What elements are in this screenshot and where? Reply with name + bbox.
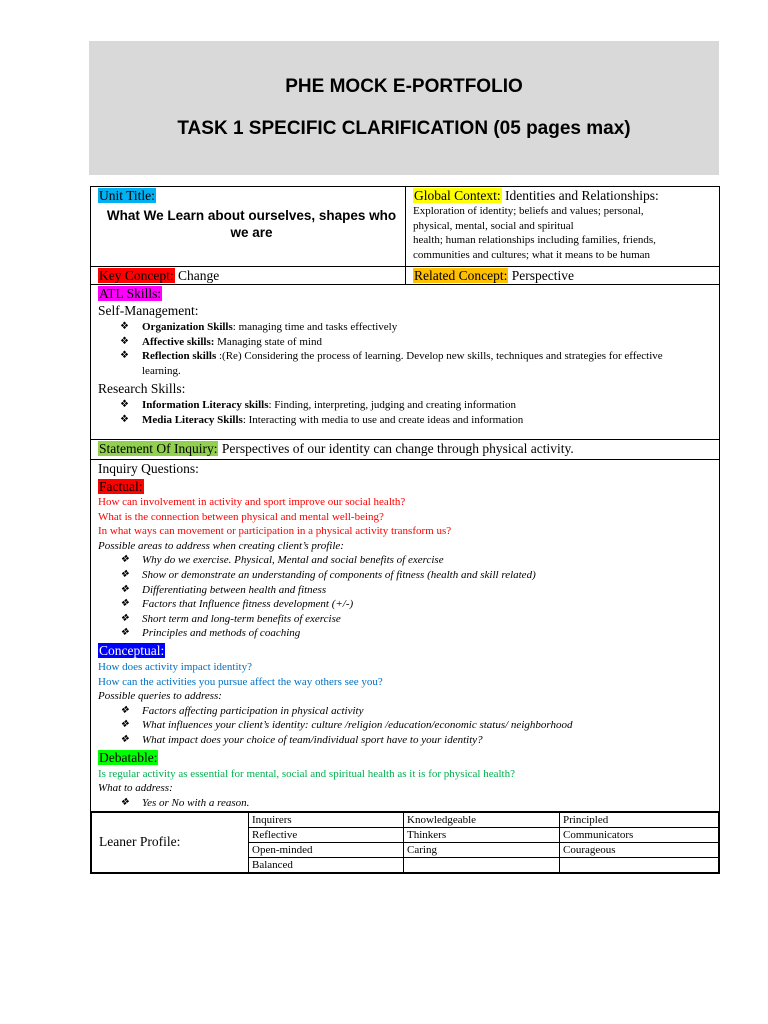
self-management-heading: Self-Management: (98, 303, 199, 318)
list-item: ❖ Factors that Influence fitness development (+/-) (120, 598, 354, 611)
learner-profile-cell (91, 812, 720, 874)
profile-attribute: Caring (404, 843, 560, 858)
related-concept-cell (406, 267, 720, 285)
self-management-list (98, 320, 719, 378)
list-item: ❖ Why do we exercise. Physical, Mental and social benefits of exercise (120, 554, 444, 567)
factual-label: Factual: (99, 479, 143, 494)
header-banner (89, 41, 719, 175)
conceptual-list (98, 704, 719, 748)
profile-attribute: Open-minded (249, 843, 404, 858)
list-item: ❖ Short term and long-term benefits of exercise (120, 612, 341, 625)
statement-of-inquiry-cell (91, 440, 720, 460)
profile-attribute: Communicators (560, 828, 719, 843)
inquiry-heading: Inquiry Questions: (98, 461, 199, 476)
profile-attribute: Balanced (249, 858, 404, 873)
conceptual-questions: How does activity impact identity? How can the activities you pursue affect the way others see you? (98, 660, 383, 688)
conceptual-intro: Possible queries to address: (98, 690, 222, 703)
unit-title-value: What We Learn about ourselves, shapes who we are (106, 208, 397, 240)
soi-value: Perspectives of our identity can change through physical activity. (218, 441, 574, 456)
list-item: ❖ Reflection skills :(Re) Considering the process of learning. Develop new skills, techniques and strategies for effective learning. (120, 350, 663, 377)
page-title: PHE MOCK E-PORTFOLIO (285, 76, 523, 97)
profile-attribute (404, 858, 560, 873)
factual-list (98, 553, 719, 641)
learner-profile-table (91, 812, 719, 873)
profile-attribute: Courageous (560, 843, 719, 858)
conceptual-label: Conceptual: (99, 642, 165, 658)
profile-attribute (560, 858, 719, 873)
research-skills-heading: Research Skills: (98, 381, 186, 397)
debatable-intro: What to address: (98, 782, 173, 795)
profile-attribute: Principled (560, 813, 719, 828)
unit-title-label: Unit Title: (99, 188, 155, 203)
atl-skills-cell (91, 285, 720, 440)
list-item: ❖ Factors affecting participation in physical activity (120, 704, 364, 717)
profile-attribute: Knowledgeable (404, 813, 560, 828)
list-item: ❖ Principles and methods of coaching (120, 627, 301, 640)
global-context-label: Global Context: (414, 188, 501, 203)
global-context-cell (406, 187, 720, 267)
profile-attribute: Reflective (249, 828, 404, 843)
key-concept-value: Change (174, 268, 220, 283)
list-item: ❖ Differentiating between health and fitness (120, 583, 327, 596)
debatable-questions: Is regular activity as essential for mental, social and spiritual health as it is for physical health? (98, 767, 515, 780)
learner-profile-label-cell (92, 813, 249, 873)
list-item: ❖ Organization Skills: managing time and tasks effectively (120, 321, 398, 333)
key-concept-label: Key Concept: (99, 268, 174, 283)
list-item: ❖ Yes or No with a reason. (120, 796, 250, 809)
list-item: ❖ Information Literacy skills: Finding, interpreting, judging and creating information (120, 399, 516, 412)
atl-skills-label: ATL Skills: (99, 286, 162, 301)
research-skills-list (98, 398, 719, 427)
list-item: ❖ What impact does your choice of team/individual sport have to your identity? (120, 733, 483, 746)
global-context-value: Identities and Relationships: (501, 188, 659, 203)
debatable-label: Debatable: (99, 749, 158, 765)
list-item: ❖ Media Literacy Skills: Interacting with media to use and create ideas and information (120, 413, 524, 426)
list-item: ❖ Show or demonstrate an understanding of components of fitness (health and skill related) (120, 568, 536, 581)
inquiry-questions-cell (91, 460, 720, 812)
profile-attribute: Thinkers (404, 828, 560, 843)
global-context-description: Exploration of identity; beliefs and values; personal, physical, mental, social and spiritual health; human relationships including families, friends, communities and cultures; what it means to be human (413, 205, 656, 261)
learner-profile-label: Leaner Profile: (99, 834, 181, 849)
factual-questions: How can involvement in activity and sport improve our social health? What is the connection between physical and mental well-being? In what ways can movement or participation in a physical activity transform us? (98, 496, 452, 538)
list-item: ❖ Affective skills: Managing state of mind (120, 335, 322, 348)
related-concept-label: Related Concept: (414, 268, 508, 283)
profile-attribute: Inquirers (249, 813, 404, 828)
related-concept-value: Perspective (508, 268, 574, 283)
list-item: ❖ What influences your client’s identity: culture /religion /education/economic status/ neighborhood (120, 719, 573, 732)
key-concept-cell (91, 267, 406, 285)
unit-planner-table (90, 186, 720, 874)
factual-intro: Possible areas to address when creating client’s profile: (98, 539, 344, 552)
page-subtitle: TASK 1 SPECIFIC CLARIFICATION (05 pages max) (177, 118, 631, 139)
soi-label: Statement Of Inquiry: (99, 441, 218, 456)
debatable-list (98, 796, 719, 811)
unit-title-cell (91, 187, 406, 267)
